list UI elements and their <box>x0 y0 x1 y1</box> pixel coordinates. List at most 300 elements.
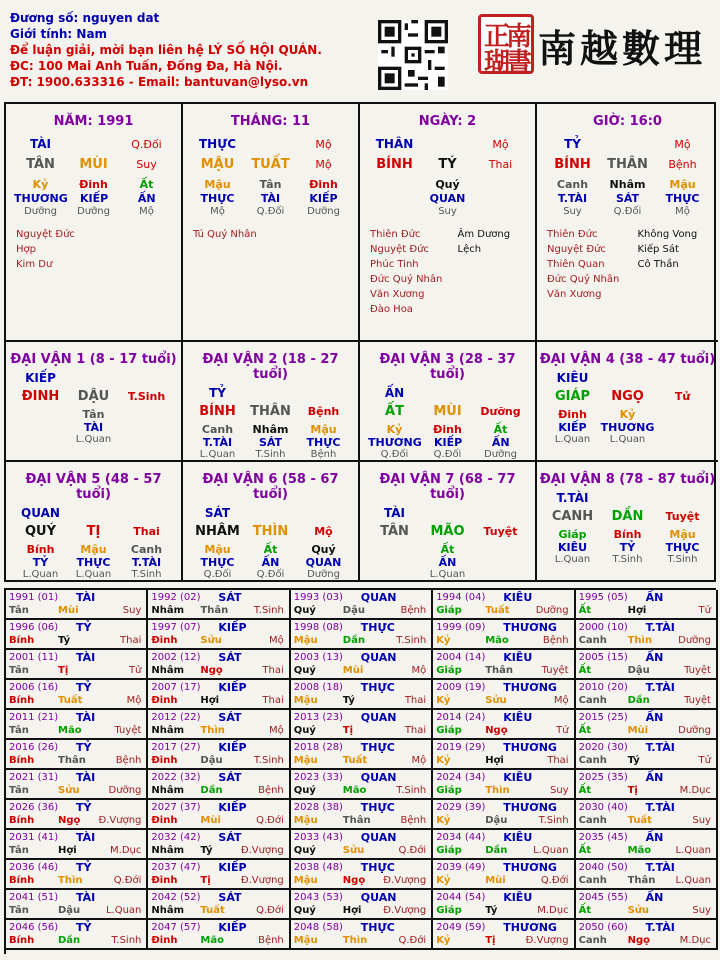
year-label: 2044 (54) <box>436 892 486 903</box>
year-label: 2026 (36) <box>9 802 59 813</box>
branch: Hợi <box>58 845 77 856</box>
ten-god: T.TÀI <box>645 921 675 934</box>
branch: Mùi <box>58 605 79 616</box>
ten-god: T.TÀI <box>645 621 675 634</box>
year-label: 2009 (19) <box>436 682 486 693</box>
year-label: 1993 (03) <box>293 592 343 603</box>
ten-god: TÀI <box>76 651 96 664</box>
hidden-god: THƯƠNG <box>368 436 422 449</box>
life-stage: Thai <box>262 695 284 706</box>
year-label: 2017 (27) <box>151 742 201 753</box>
stars-good <box>6 227 94 272</box>
year-label: 2003 (13) <box>293 652 343 663</box>
year-label: 2018 (28) <box>293 742 343 753</box>
pillar-1 <box>183 104 360 342</box>
ten-god: KIẾP <box>25 371 56 385</box>
hidden-stage: Mộ <box>675 206 690 217</box>
cell-row <box>183 386 358 400</box>
hidden-stem: Kỷ <box>386 423 403 436</box>
hidden-god: TỶ <box>32 556 49 569</box>
cell-row <box>360 192 535 205</box>
hidden-god: THỰC <box>306 436 341 449</box>
stem: Bính <box>9 935 35 946</box>
stem: Mậu <box>293 875 318 886</box>
life-stage: Mộ <box>411 665 427 676</box>
dai-van-title: ĐẠI VẬN 3 (28 - 37 tuổi) <box>379 352 516 382</box>
year-label: 2041 (51) <box>9 892 59 903</box>
year-cell <box>148 830 290 860</box>
cell-row <box>360 524 535 539</box>
hidden-stem: Mậu <box>310 423 337 436</box>
life-stage: T.Sinh <box>396 785 427 796</box>
hidden-god: KIÊU <box>557 541 588 554</box>
side-status: Mộ <box>315 137 332 151</box>
hidden-god: SÁT <box>615 192 640 205</box>
ten-god: KIẾP <box>218 921 247 934</box>
cell-row <box>537 541 718 554</box>
cell-row <box>6 206 181 217</box>
hidden-stage: Dưỡng <box>307 206 340 217</box>
year-label: 2016 (26) <box>9 742 59 753</box>
stem: Quý <box>293 905 316 916</box>
stem: QUÝ <box>24 524 57 539</box>
stem: Nhâm <box>151 725 185 736</box>
hidden-god: THỰC <box>76 556 111 569</box>
stem: BÍNH <box>376 157 413 172</box>
branch: Sửu <box>342 845 365 856</box>
cell-row <box>537 389 718 404</box>
year-cell <box>576 920 718 950</box>
year-cell <box>148 710 290 740</box>
hidden-god: THỰC <box>665 192 700 205</box>
ten-god: T.TÀI <box>556 491 589 505</box>
cell-row <box>360 569 535 580</box>
year-label: 2033 (43) <box>293 832 343 843</box>
gender: Giới tính: Nam <box>10 27 108 41</box>
stem: Đinh <box>151 695 178 706</box>
stem: Kỷ <box>436 635 451 646</box>
ten-god: SÁT <box>218 651 242 664</box>
branch: Mão <box>627 845 652 856</box>
seal-char: 書 <box>506 48 533 78</box>
hidden-stage: Mộ <box>210 206 225 217</box>
stem: Giáp <box>436 665 462 676</box>
life-stage: Bệnh <box>542 635 569 646</box>
cell-row <box>537 371 718 385</box>
year-label: 2030 (40) <box>578 802 628 813</box>
star: Thiên Đức <box>547 229 598 240</box>
year-cell <box>433 590 575 620</box>
ten-god: THƯƠNG <box>503 801 557 814</box>
hidden-god: TÀI <box>260 192 281 205</box>
branch: Tuất <box>627 815 652 826</box>
dai-van-title: ĐẠI VẬN 2 (18 - 27 tuổi) <box>202 352 339 382</box>
branch: Tý <box>58 635 71 646</box>
stem: Tân <box>9 905 29 916</box>
life-stage: Tuyệt <box>684 665 711 676</box>
ten-god: THƯƠNG <box>503 861 557 874</box>
year-label: 2047 (57) <box>151 922 201 933</box>
cell-row <box>360 449 535 460</box>
cell-row <box>183 404 358 419</box>
logo <box>478 10 710 80</box>
branch: Ngọ <box>200 665 223 676</box>
star: Âm Dương Lệch <box>457 229 511 255</box>
ten-god: T.TÀI <box>645 861 675 874</box>
year-cell <box>291 590 433 620</box>
stem: Canh <box>578 695 607 706</box>
stars-good <box>537 227 628 302</box>
hidden-stage: Q.Đối <box>256 569 285 580</box>
ten-god: TỶ <box>209 386 226 400</box>
year-cell <box>291 710 433 740</box>
life-stage: M.Dục <box>679 935 711 946</box>
life-stage: Tuyệt <box>541 665 569 676</box>
stem: Kỷ <box>436 935 451 946</box>
star: Nguyệt Đức Hợp <box>16 229 75 255</box>
year-cell <box>291 920 433 950</box>
hidden-god: ẤN <box>261 556 280 569</box>
year-label: 1995 (05) <box>578 592 628 603</box>
hidden-stage: T.Sinh <box>667 554 698 565</box>
year-label: 2050 (60) <box>578 922 628 933</box>
year-cell <box>433 620 575 650</box>
ten-god: ẤN <box>645 711 664 724</box>
year-label: 1996 (06) <box>9 622 59 633</box>
stem: Tân <box>9 845 29 856</box>
address: ĐC: 100 Mai Anh Tuấn, Đống Đa, Hà Nội. <box>10 59 283 73</box>
stem: ĐINH <box>21 389 60 404</box>
year-label: 2029 (39) <box>436 802 486 813</box>
owner-name: Đương số: nguyen dat <box>10 11 160 25</box>
dai-van-title: ĐẠI VẬN 8 (78 - 87 tuổi) <box>539 472 716 487</box>
life-stage: Mộ <box>553 695 569 706</box>
year-cell <box>291 830 433 860</box>
ten-god: TÀI <box>76 831 96 844</box>
year-label: 2001 (11) <box>9 652 59 663</box>
ten-god: QUAN <box>21 506 60 520</box>
ten-god: KIÊU <box>503 651 533 664</box>
ten-god: T.TÀI <box>645 801 675 814</box>
year-cell <box>433 710 575 740</box>
hidden-stage: L.Quan <box>554 554 591 565</box>
qr-code-icon <box>378 20 448 90</box>
cell-row <box>6 408 181 421</box>
hidden-stem: Đinh <box>558 408 587 421</box>
year-label: 2013 (23) <box>293 712 343 723</box>
ten-god: SÁT <box>218 831 242 844</box>
hidden-stem: Đinh <box>433 423 462 436</box>
ten-god: QUAN <box>360 771 397 784</box>
stem: Giáp <box>436 845 462 856</box>
branch: THÂN <box>250 404 291 419</box>
cell-row <box>537 434 718 445</box>
year-label: 2008 (18) <box>293 682 343 693</box>
stem: Nhâm <box>151 605 185 616</box>
hidden-stage: L.Quan <box>75 434 112 445</box>
cell-row <box>360 436 535 449</box>
cell-row <box>183 556 358 569</box>
ten-god: TÀI <box>76 711 96 724</box>
hidden-stage: Q.Đối <box>203 569 232 580</box>
cell-row <box>6 389 181 404</box>
branch: Sửu <box>58 785 80 796</box>
stem: Ất <box>578 725 592 736</box>
hidden-stem: Ất <box>139 178 154 191</box>
hidden-stage: L.Quan <box>75 569 112 580</box>
branch: MÙI <box>79 157 108 172</box>
hidden-stem: Nhâm <box>609 178 646 191</box>
cell-row <box>6 371 181 385</box>
hidden-stem: Quý <box>311 543 336 556</box>
life-stage: Thai <box>488 158 513 171</box>
stem: Mậu <box>293 935 318 946</box>
side-status: Q.Đối <box>131 137 162 151</box>
branch: Hợi <box>627 605 647 616</box>
year-label: 2049 (59) <box>436 922 486 933</box>
year-label: 2020 (30) <box>578 742 628 753</box>
life-stage: Thai <box>547 755 569 766</box>
branch: Ngọ <box>58 815 81 826</box>
branch: Dậu <box>58 905 81 916</box>
cell-row <box>183 506 358 520</box>
life-stage: Dưỡng <box>480 405 521 418</box>
hidden-god: THƯƠNG <box>600 421 655 434</box>
life-stage: Mộ <box>411 755 427 766</box>
life-stage: Tử <box>128 665 142 676</box>
ten-god: THỰC <box>360 861 395 874</box>
life-stage: Mộ <box>269 725 284 736</box>
year-cell <box>576 710 718 740</box>
cell-row <box>6 137 181 151</box>
life-stage: Thai <box>133 525 160 538</box>
ten-god: KIẾP <box>218 681 247 694</box>
hidden-stem: Kỷ <box>32 178 49 191</box>
year-cell <box>433 740 575 770</box>
year-cell <box>433 920 575 950</box>
life-stage: Đ.Vượng <box>383 905 427 916</box>
life-stage: Suy <box>692 815 711 826</box>
hidden-stage: Dưỡng <box>484 449 517 460</box>
hidden-stage: L.Quan <box>199 449 236 460</box>
ten-god: THƯƠNG <box>503 621 557 634</box>
branch: Hợi <box>200 695 220 706</box>
life-stage: Thai <box>404 695 427 706</box>
cell-row <box>360 423 535 436</box>
year-cell <box>148 680 290 710</box>
branch: Tị <box>342 725 354 736</box>
year-label: 2043 (53) <box>293 892 343 903</box>
year-cell <box>291 740 433 770</box>
life-stage: T.Sinh <box>538 815 569 826</box>
branch: Mùi <box>627 725 649 736</box>
year-cell <box>148 890 290 920</box>
life-stage: L.Quan <box>105 905 142 916</box>
cell-row <box>183 137 358 151</box>
stem: ẤT <box>385 404 404 419</box>
stem: Bính <box>9 875 35 886</box>
dai-van-4 <box>537 342 718 462</box>
branch: TỊ <box>86 524 101 539</box>
stem: Bính <box>9 755 35 766</box>
cell-row <box>183 192 358 205</box>
branch: Tị <box>485 935 496 946</box>
cell-row <box>360 543 535 556</box>
branch: Tuất <box>200 905 225 916</box>
hidden-stem: Quý <box>435 178 460 191</box>
branch: Dần <box>58 935 81 946</box>
cell-row <box>6 157 181 172</box>
year-cell <box>291 650 433 680</box>
hidden-god: THƯƠNG <box>14 192 68 205</box>
ten-god: QUAN <box>360 831 397 844</box>
star: Kiếp Sát <box>637 244 679 255</box>
branch: Mão <box>200 935 224 946</box>
hidden-stage: Q.Đối <box>613 206 642 217</box>
stem: Quý <box>293 845 316 856</box>
ten-god: QUAN <box>360 891 397 904</box>
year-label: 2005 (15) <box>578 652 628 663</box>
year-label: 2004 (14) <box>436 652 486 663</box>
life-stage: Bệnh <box>400 815 427 826</box>
cell-row <box>360 137 535 151</box>
ten-god: TÀI <box>76 891 96 904</box>
hidden-god: KIẾP <box>309 192 338 205</box>
hidden-god: QUAN <box>429 192 466 205</box>
stem: Kỷ <box>436 695 451 706</box>
cell-row <box>537 157 718 172</box>
star: Đức Quý Nhân <box>370 274 443 285</box>
dai-van-title: ĐẠI VẬN 5 (48 - 57 tuổi) <box>25 472 162 502</box>
branch: Tị <box>627 785 638 796</box>
hidden-stem: Mậu <box>204 543 231 556</box>
hidden-god: ẤN <box>491 436 510 449</box>
cell-row <box>537 491 718 505</box>
life-stage: Dưỡng <box>108 785 142 796</box>
cell-row <box>537 137 718 151</box>
ten-god: TÀI <box>76 771 96 784</box>
life-stage: Mộ <box>126 695 142 706</box>
hidden-stem: Ất <box>493 423 508 436</box>
ten-god: T.TÀI <box>645 741 675 754</box>
ten-god: KIÊU <box>503 591 533 604</box>
branch: Dậu <box>342 605 365 616</box>
hidden-stem: Bính <box>613 528 642 541</box>
life-stage: Tử <box>674 390 691 403</box>
hidden-stage: Dưỡng <box>24 206 57 217</box>
branch: Thân <box>58 755 86 766</box>
stem: Quý <box>293 725 316 736</box>
star: Đào Hoa <box>370 304 413 315</box>
year-label: 1997 (07) <box>151 622 201 633</box>
star: Thiên Đức <box>370 229 421 240</box>
stem: Canh <box>578 815 607 826</box>
seal-char: 瑚 <box>484 48 511 78</box>
stem: Ất <box>578 785 592 796</box>
life-stage: Tuyệt <box>665 510 700 523</box>
branch: Tý <box>200 845 213 856</box>
year-label: 2010 (20) <box>578 682 628 693</box>
life-stage: T.Sinh <box>127 390 166 403</box>
ten-god: SÁT <box>218 591 242 604</box>
hidden-stage: L.Quan <box>22 569 59 580</box>
life-stage: Bệnh <box>307 405 340 418</box>
stars-good <box>183 227 271 242</box>
year-label: 2032 (42) <box>151 832 201 843</box>
stem: Nhâm <box>151 665 185 676</box>
star: Phúc Tinh <box>370 259 419 270</box>
branch: NGỌ <box>611 389 644 404</box>
stem: Quý <box>293 665 316 676</box>
life-stage: Bệnh <box>400 605 427 616</box>
cell-row <box>6 569 181 580</box>
side-status: Mộ <box>492 137 509 151</box>
star: Không Vong <box>637 229 698 240</box>
cell-row <box>360 206 535 217</box>
year-label: 2028 (38) <box>293 802 343 813</box>
branch: Thìn <box>485 785 510 796</box>
year-cell <box>148 860 290 890</box>
life-stage: M.Dục <box>679 785 711 796</box>
ten-god: ẤN <box>645 831 664 844</box>
cell-row <box>360 556 535 569</box>
year-cell <box>291 770 433 800</box>
branch: Hợi <box>485 755 504 766</box>
branch: Thìn <box>627 635 653 646</box>
branch: Sửu <box>485 695 507 706</box>
year-cell <box>6 680 148 710</box>
year-cell <box>148 740 290 770</box>
star: Văn Xương <box>547 289 602 300</box>
stem: Mậu <box>293 635 318 646</box>
ten-god: KIÊU <box>556 371 589 385</box>
stem: Mậu <box>293 755 318 766</box>
cell-row <box>360 386 535 400</box>
stem: Quý <box>293 785 316 796</box>
hidden-god: ẤN <box>438 556 457 569</box>
stem: Nhâm <box>151 785 185 796</box>
year-cell <box>433 890 575 920</box>
dai-van-7 <box>360 462 537 582</box>
life-stage: Tử <box>698 755 711 766</box>
hidden-stem: Đinh <box>79 178 108 191</box>
year-cell <box>6 590 148 620</box>
ten-god: KIÊU <box>503 831 533 844</box>
life-stage: Bệnh <box>258 785 284 796</box>
stem: Đinh <box>151 875 178 886</box>
year-label: 2022 (32) <box>151 772 201 783</box>
year-cell <box>291 890 433 920</box>
life-stage: Tuyệt <box>114 725 142 736</box>
stem: Tân <box>9 725 29 736</box>
ten-god: THỰC <box>360 681 395 694</box>
life-stage: Suy <box>122 605 142 616</box>
ten-god: THỰC <box>360 621 395 634</box>
stars <box>6 227 181 272</box>
year-label: 2031 (41) <box>9 832 59 843</box>
hidden-stem: Canh <box>130 543 163 556</box>
hidden-stage: T.Sinh <box>255 449 286 460</box>
cell-row <box>183 178 358 191</box>
year-cell <box>576 800 718 830</box>
cell-row <box>183 569 358 580</box>
branch: Dần <box>200 785 223 796</box>
life-stage: Bệnh <box>115 755 142 766</box>
pillar-title: NGÀY: 2 <box>418 114 477 129</box>
hidden-stem: Mậu <box>204 178 231 191</box>
branch: DẬU <box>77 389 110 404</box>
year-label: 2046 (56) <box>9 922 59 933</box>
